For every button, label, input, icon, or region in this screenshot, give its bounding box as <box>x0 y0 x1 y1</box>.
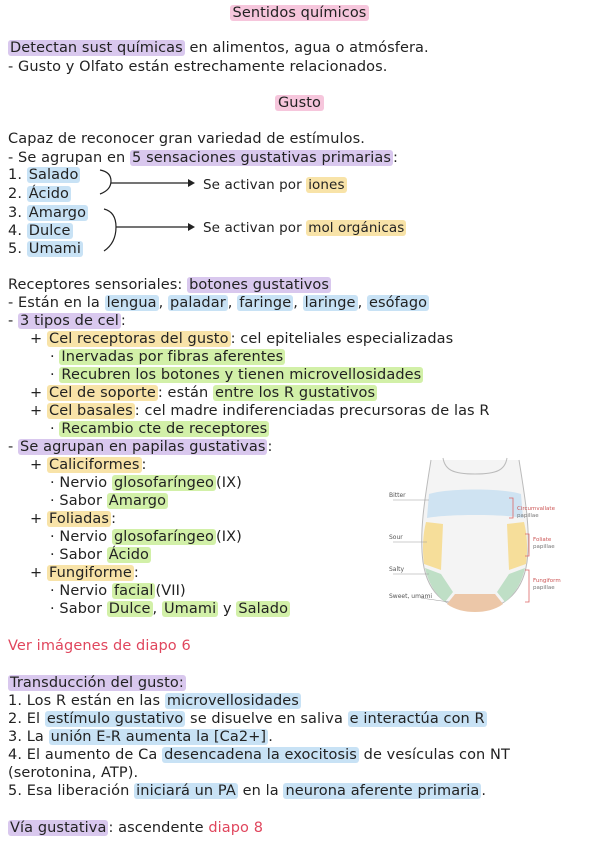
sour-zone-right <box>507 522 527 570</box>
papila-foliadas-nervio: · Nervio glosofaríngeo (IX) <box>50 529 242 545</box>
papila-fungiforme: + Fungiforme : <box>30 565 139 581</box>
transduccion-step-1: 1. Los R están en las microvellosidades <box>8 693 299 709</box>
papila-fungiforme-nervio: · Nervio facial (VII) <box>50 583 186 599</box>
receptores-line-3: - 3 tipos de cel : <box>8 313 126 329</box>
arrow-label-ions: Se activan por iones <box>203 177 345 193</box>
transduccion-step-4-cont: (serotonina, ATP). <box>8 765 139 781</box>
label-fungiform: Fungiform <box>533 578 561 584</box>
papila-fungiforme-sabor: · Sabor Dulce , Umami y Salado <box>50 601 289 617</box>
taste-item-salado: 1. Salado <box>8 167 79 183</box>
papila-caliciformes-sabor: · Sabor Amargo <box>50 493 167 509</box>
bitter-zone <box>427 490 523 519</box>
papila-foliadas: + Foliadas : <box>30 511 117 527</box>
gusto-line-2: - Se agrupan en 5 sensaciones gustativas primarias : <box>8 150 399 166</box>
taste-item-acido: 2. Ácido <box>8 186 69 202</box>
papila-caliciformes: + Caliciformes : <box>30 457 147 473</box>
intro-line-1: Detectan sust químicas en alimentos, agua o atmósfera. <box>10 40 429 56</box>
bracket-fungiform <box>525 570 529 602</box>
sour-zone-left <box>423 522 443 570</box>
papila-foliadas-sabor: · Sabor Ácido <box>50 547 150 563</box>
label-circumvallate-papillae: papillae <box>517 513 539 519</box>
arrow-label-organic: Se activan por mol orgánicas <box>203 220 405 236</box>
cell-type-soporte: + Cel de soporte : están entre los R gustativos <box>30 385 376 401</box>
receptores-line-1: Receptores sensoriales: botones gustativos <box>8 277 330 293</box>
tongue-diagram <box>383 452 573 622</box>
label-salty: Salty <box>389 566 405 573</box>
label-foliate: Foliate <box>533 537 552 543</box>
cell-type-basales: + Cel basales : cel madre indiferenciadas precursoras de las R <box>30 403 490 419</box>
section-title-gusto: Gusto <box>0 94 599 112</box>
via-gustativa-line: Vía gustativa : ascendente diapo 8 <box>10 820 264 836</box>
taste-item-amargo: 3. Amargo <box>8 205 87 221</box>
transduccion-step-2: 2. El estímulo gustativo se disuelve en saliva e interactúa con R <box>8 711 485 727</box>
taste-item-umami: 5. Umami <box>8 241 82 257</box>
transduccion-step-5: 5. Esa liberación iniciará un PA en la neurona aferente primaria . <box>8 783 487 799</box>
cell-type-receptoras: + Cel receptoras del gusto : cel epiteliales especializadas <box>30 331 454 347</box>
cell-detail-inervadas: · Inervadas por fibras aferentes <box>50 349 284 365</box>
arrow-ions-head <box>188 179 195 187</box>
transduccion-step-3: 3. La unión E-R aumenta la [Ca2+] . <box>8 729 273 745</box>
label-bitter: Bitter <box>389 492 406 499</box>
label-circumvallate: Circumvallate <box>517 506 555 512</box>
taste-item-dulce: 4. Dulce <box>8 223 71 239</box>
brace-ions <box>100 170 111 194</box>
brace-organic <box>104 209 116 251</box>
papilas-heading: - Se agrupan en papilas gustativas : <box>8 439 273 455</box>
label-sweet: Sweet, umami <box>389 593 433 600</box>
transduccion-title: Transducción del gusto: <box>10 675 184 691</box>
transduccion-step-4: 4. El aumento de Ca desencadena la exocitosis de vesículas con NT <box>8 747 510 763</box>
intro-line-2: - Gusto y Olfato están estrechamente relacionados. <box>8 59 388 75</box>
cell-detail-recambio: · Recambio cte de receptores <box>50 421 268 437</box>
label-sour: Sour <box>389 534 403 541</box>
ver-imagenes-link: Ver imágenes de diapo 6 <box>8 638 191 654</box>
sweet-zone <box>447 594 503 612</box>
label-foliate-papillae: papillae <box>533 544 555 550</box>
cell-detail-recubren: · Recubren los botones y tienen microvellosidades <box>50 367 422 383</box>
arrow-organic-head <box>188 223 195 231</box>
papila-caliciformes-nervio: · Nervio glosofaríngeo (IX) <box>50 475 242 491</box>
page-title: Sentidos químicos <box>0 4 599 22</box>
gusto-line-1: Capaz de reconocer gran variedad de estímulos. <box>8 131 366 147</box>
receptores-line-2: - Están en la lengua , paladar , faringe , laringe , esófago <box>8 295 428 311</box>
label-fungiform-papillae: papillae <box>533 585 555 591</box>
